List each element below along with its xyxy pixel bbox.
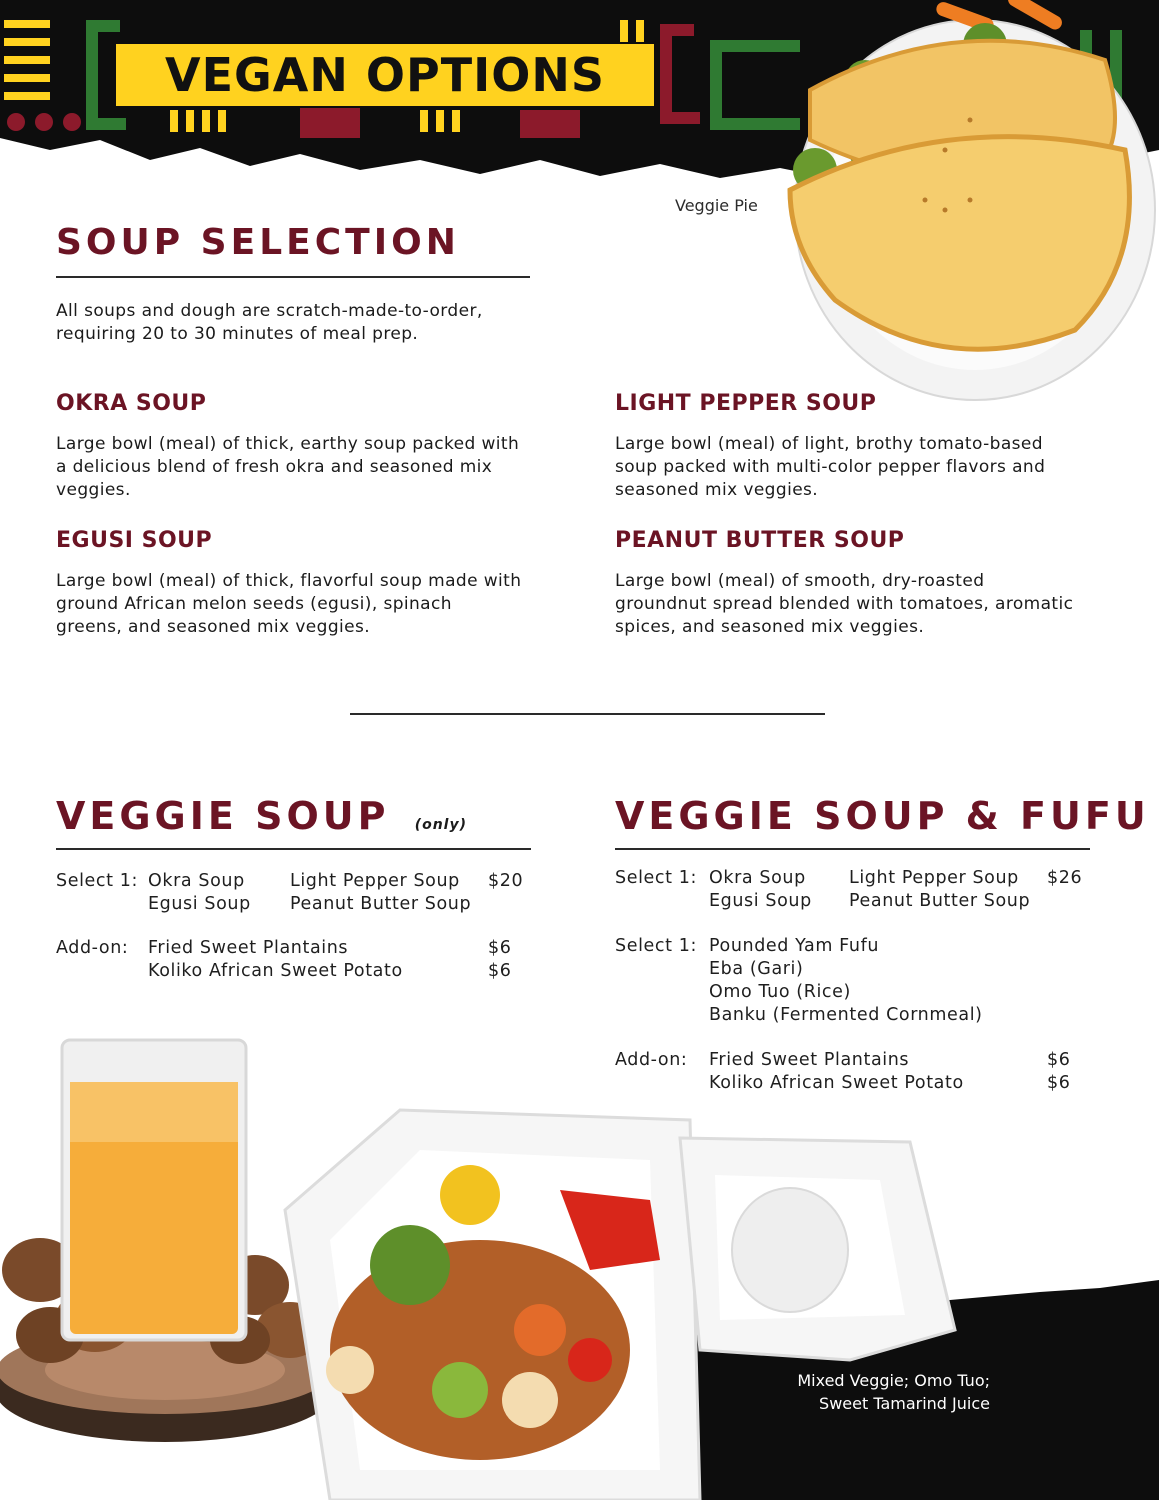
soup-description	[56, 570, 546, 639]
fufu-select-label: Select 1:	[615, 868, 697, 888]
soup-option: Peanut Butter Soup	[849, 891, 1031, 911]
desc-line: spices, and seasoned mix veggies.	[615, 617, 925, 637]
soup-description	[615, 570, 1105, 639]
veggie-soup-rule	[56, 848, 531, 850]
veggie-soup-fufu-rule	[615, 848, 1090, 850]
fufu-select2-label: Select 1:	[615, 936, 697, 956]
addon-price: $6	[1047, 1050, 1071, 1070]
soup-option: Okra Soup	[148, 871, 245, 891]
addon-price: $6	[488, 961, 512, 981]
title-box	[116, 44, 654, 106]
addon-price: $6	[1047, 1073, 1071, 1093]
desc-line: Large bowl (meal) of smooth, dry-roasted	[615, 571, 985, 591]
caption-line: Mixed Veggie; Omo Tuo;	[797, 1371, 990, 1390]
veggie-soup-heading	[56, 794, 467, 838]
caption-line: Sweet Tamarind Juice	[819, 1394, 990, 1413]
soup-description	[56, 433, 546, 502]
addon-name: Fried Sweet Plantains	[709, 1050, 910, 1070]
soup-selection-rule	[56, 276, 530, 278]
meal-photo-caption	[770, 1369, 990, 1415]
desc-line: greens, and seasoned mix veggies.	[56, 617, 371, 637]
fufu-soup-col2	[849, 867, 1030, 913]
fufu-option: Eba (Gari)	[709, 959, 804, 979]
section-divider	[350, 713, 825, 715]
addon-name: Koliko African Sweet Potato	[709, 1073, 964, 1093]
fufu-option: Pounded Yam Fufu	[709, 936, 880, 956]
fufu-options	[709, 935, 983, 1027]
okra-soup-item	[56, 391, 546, 502]
fufu-price: $26	[1047, 868, 1083, 888]
intro-line: All soups and dough are scratch-made-to-order,	[56, 301, 483, 321]
meal-photo	[0, 1030, 1159, 1500]
veggie-soup-fufu-heading: VEGGIE SOUP & FUFU	[615, 794, 1150, 838]
soup-description	[615, 433, 1105, 502]
light-pepper-soup-item	[615, 391, 1105, 502]
fufu-option: Banku (Fermented Cornmeal)	[709, 1005, 983, 1025]
addon-price: $6	[488, 938, 512, 958]
soup-name: LIGHT PEPPER SOUP	[615, 391, 877, 416]
veggie-soup-addon-label: Add-on:	[56, 938, 129, 958]
veggie-soup-col2	[290, 870, 471, 916]
desc-line: Large bowl (meal) of light, brothy tomato-based	[615, 434, 1043, 454]
soup-name: OKRA SOUP	[56, 391, 207, 416]
soup-option: Okra Soup	[709, 868, 806, 888]
intro-line: requiring 20 to 30 minutes of meal prep.	[56, 324, 419, 344]
soup-option: Light Pepper Soup	[849, 868, 1019, 888]
desc-line: groundnut spread blended with tomatoes, aromatic	[615, 594, 1074, 614]
desc-line: Large bowl (meal) of thick, earthy soup packed with	[56, 434, 520, 454]
veggie-pie-photo	[775, 0, 1159, 410]
desc-line: ground African melon seeds (egusi), spinach	[56, 594, 452, 614]
soup-name: EGUSI SOUP	[56, 528, 213, 553]
egusi-soup-item	[56, 528, 546, 639]
veggie-soup-col1	[148, 870, 251, 916]
desc-line: a delicious blend of fresh okra and seasoned mix	[56, 457, 493, 477]
desc-line: soup packed with multi-color pepper flavors and	[615, 457, 1046, 477]
soup-selection-intro	[56, 300, 536, 346]
fufu-addon-label: Add-on:	[615, 1050, 688, 1070]
soup-option: Light Pepper Soup	[290, 871, 460, 891]
fufu-soup-col1	[709, 867, 812, 913]
page-title: VEGAN OPTIONS	[165, 48, 605, 102]
soup-option: Egusi Soup	[148, 894, 251, 914]
veggie-pie-caption: Veggie Pie	[675, 196, 758, 215]
soup-option: Egusi Soup	[709, 891, 812, 911]
fufu-option: Omo Tuo (Rice)	[709, 982, 851, 1002]
only-tag: (only)	[414, 817, 467, 833]
soup-name: PEANUT BUTTER SOUP	[615, 528, 905, 553]
soup-option: Peanut Butter Soup	[290, 894, 472, 914]
peanut-butter-soup-item	[615, 528, 1105, 639]
addon-name: Koliko African Sweet Potato	[148, 961, 403, 981]
addon-name: Fried Sweet Plantains	[148, 938, 349, 958]
veggie-soup-price: $20	[488, 871, 524, 891]
veggie-soup-addon-prices	[488, 937, 511, 983]
desc-line: veggies.	[56, 480, 131, 500]
veggie-soup-addons	[148, 937, 403, 983]
veggie-soup-select-label: Select 1:	[56, 871, 138, 891]
veggie-soup-title: VEGGIE SOUP	[56, 794, 390, 838]
desc-line: Large bowl (meal) of thick, flavorful soup made with	[56, 571, 522, 591]
desc-line: seasoned mix veggies.	[615, 480, 819, 500]
soup-selection-heading: SOUP SELECTION	[56, 222, 460, 263]
